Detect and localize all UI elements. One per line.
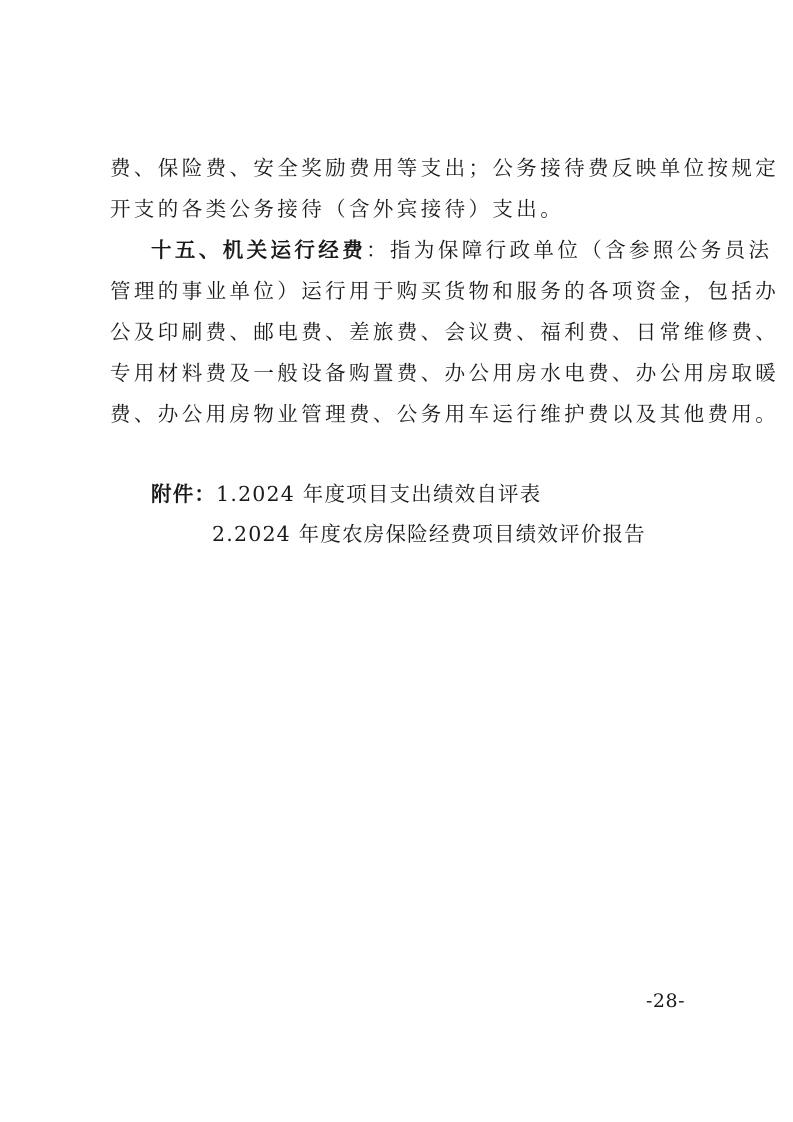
attachment-item-2: 2.2024 年度农房保险经费项目绩效评价报告: [212, 522, 646, 546]
attachments-label: 附件：: [151, 482, 217, 506]
page-number: -28-: [646, 990, 686, 1012]
attachment-item-1: 1.2024 年度项目支出绩效自评表: [216, 482, 542, 506]
body-line-2: 开支的各类公务接待（含外宾接待）支出。: [110, 197, 565, 221]
body-line-4: 管理的事业单位）运行用于购买货物和服务的各项资金，包括办: [110, 279, 780, 303]
body-line-5: 公及印刷费、邮电费、差旅费、会议费、福利费、日常维修费、: [110, 320, 780, 344]
body-line-1: 费、保险费、安全奖励费用等支出；公务接待费反映单位按规定: [110, 156, 780, 180]
heading-colon: ：: [366, 238, 391, 262]
section-heading: 十五、机关运行经费: [151, 238, 367, 262]
attachments-line-1: [151, 479, 541, 509]
section-fifteen-line: [151, 235, 772, 265]
body-line-7: 费、办公用房物业管理费、公务用车运行维护费以及其他费用。: [110, 402, 780, 426]
body-line-3-rest: 指为保障行政单位（含参照公务员法: [390, 238, 773, 262]
body-line-6: 专用材料费及一般设备购置费、办公用房水电费、办公用房取暖: [110, 361, 780, 385]
